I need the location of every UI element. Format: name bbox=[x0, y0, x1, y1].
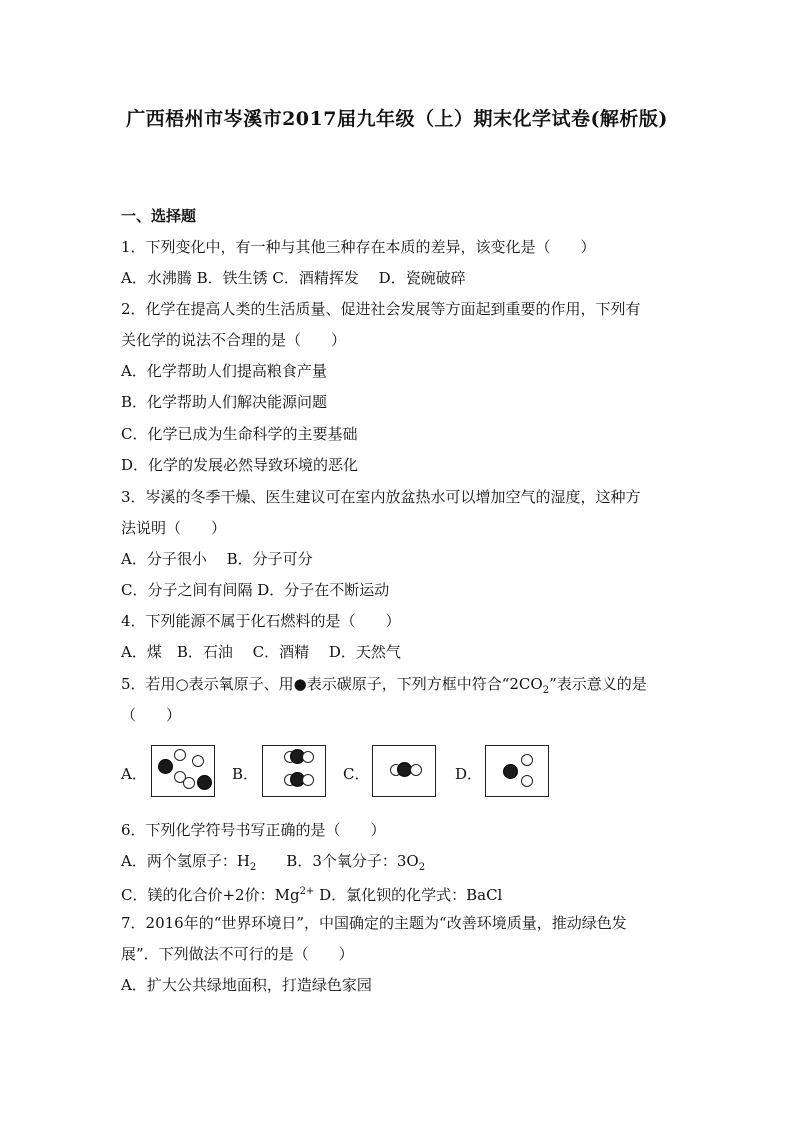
q5-option-a-diagram bbox=[151, 745, 215, 797]
carbon-atom-icon bbox=[197, 775, 212, 790]
q5-option-d-diagram bbox=[485, 745, 549, 797]
oxygen-atom-icon bbox=[521, 775, 533, 787]
q6-option-c-text: C．镁的化合价+2价：Mg bbox=[121, 886, 300, 904]
q7-stem-line2: 展”．下列做法不可行的是（ ） bbox=[121, 945, 354, 963]
q6-stem: 6．下列化学符号书写正确的是（ ） bbox=[121, 821, 386, 839]
carbon-atom-icon bbox=[158, 759, 173, 774]
q3-stem-line1: 3．岑溪的冬季干燥、医生建议可在室内放盆热水可以增加空气的湿度，这种方 bbox=[121, 488, 641, 506]
q6-options-cd bbox=[121, 882, 502, 905]
q6-sup: 2+ bbox=[299, 886, 315, 897]
q5-stem-line1 bbox=[121, 674, 647, 701]
q7-stem-line1: 7．2016年的“世界环境日”，中国确定的主题为“改善环境质量，推动绿色发 bbox=[121, 914, 627, 932]
q6-sub-1: 2 bbox=[249, 862, 257, 873]
q2-option-c: C．化学已成为生命科学的主要基础 bbox=[121, 425, 358, 443]
oxygen-atom-icon bbox=[410, 764, 422, 776]
q1-stem: 1．下列变化中，有一种与其他三种存在本质的差异，该变化是（ ） bbox=[121, 238, 596, 256]
q5-option-c-diagram bbox=[372, 745, 436, 797]
q5-option-d-label: D． bbox=[455, 765, 483, 783]
q5-option-c-label: C． bbox=[343, 765, 370, 783]
oxygen-atom-icon bbox=[174, 749, 186, 761]
q1-options: A．水沸腾 B．铁生锈 C．酒精挥发 D．瓷碗破碎 bbox=[121, 269, 466, 287]
q5-stem-text-a: 5．若用○表示氧原子、用●表示碳原子，下列方框中符合“2CO bbox=[121, 675, 543, 693]
q5-stem-text-b: ”表示意义的是 bbox=[549, 675, 647, 693]
q2-option-a: A．化学帮助人们提高粮食产量 bbox=[121, 362, 327, 380]
q6-option-d-text: D．氯化钡的化学式：BaCl bbox=[314, 886, 503, 904]
q4-stem: 4．下列能源不属于化石燃料的是（ ） bbox=[121, 612, 401, 630]
page-title: 广西梧州市岑溪市2017届九年级（上）期末化学试卷(解析版) bbox=[126, 108, 668, 130]
q3-stem-line2: 法说明（ ） bbox=[121, 519, 227, 537]
q5-option-b-diagram bbox=[262, 745, 326, 797]
q2-option-b: B．化学帮助人们解决能源问题 bbox=[121, 393, 328, 411]
oxygen-atom-icon bbox=[521, 754, 533, 766]
q6-sub-2: 2 bbox=[418, 862, 426, 873]
oxygen-atom-icon bbox=[183, 777, 195, 789]
q6-option-b-text: B．3个氧分子：3O bbox=[256, 852, 419, 870]
oxygen-atom-icon bbox=[302, 774, 314, 786]
section-heading: 一、选择题 bbox=[121, 207, 197, 225]
q5-option-b-label: B． bbox=[232, 765, 259, 783]
q6-option-a-text: A．两个氢原子：H bbox=[121, 852, 250, 870]
oxygen-atom-icon bbox=[192, 755, 204, 767]
q6-options-ab bbox=[121, 851, 425, 878]
oxygen-atom-icon bbox=[302, 751, 314, 763]
q4-options: A．煤 B．石油 C．酒精 D．天然气 bbox=[121, 643, 401, 661]
q2-option-d: D．化学的发展必然导致环境的恶化 bbox=[121, 456, 359, 474]
q3-options-ab: A．分子很小 B．分子可分 bbox=[121, 550, 313, 568]
carbon-atom-icon bbox=[503, 764, 518, 779]
q2-stem-line1: 2．化学在提高人类的生活质量、促进社会发展等方面起到重要的作用，下列有 bbox=[121, 300, 641, 318]
q5-stem-line2: （ ） bbox=[121, 706, 182, 724]
q3-options-cd: C．分子之间有间隔 D．分子在不断运动 bbox=[121, 581, 390, 599]
q2-stem-line2: 关化学的说法不合理的是（ ） bbox=[121, 331, 347, 349]
q5-option-a-label: A． bbox=[121, 765, 147, 783]
q7-option-a: A．扩大公共绿地面积，打造绿色家园 bbox=[121, 976, 372, 994]
q5-subscript: 2 bbox=[542, 685, 550, 696]
